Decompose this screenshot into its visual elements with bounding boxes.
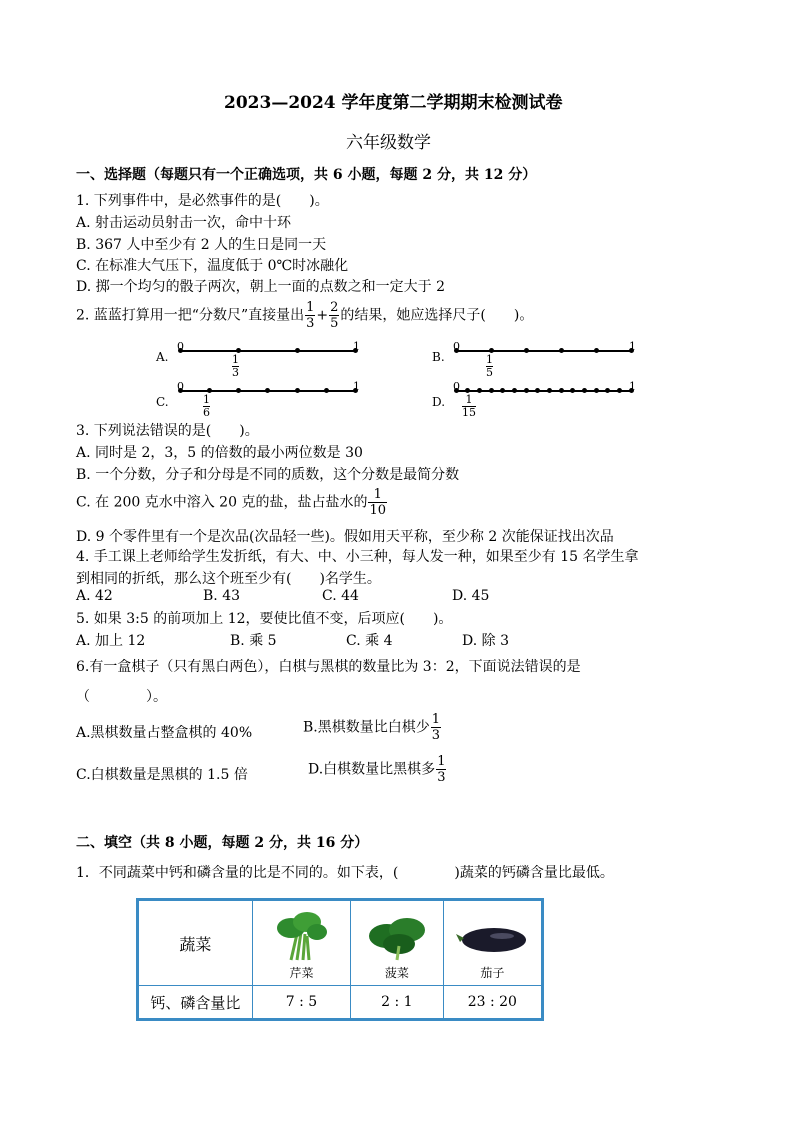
q2-stem-post: 的结果，她应选择尺子( )。 xyxy=(340,307,534,324)
vegetable-name: 菠菜 xyxy=(384,965,409,980)
section-2-heading: 二、填空（共 8 小题，每题 2 分，共 16 分） xyxy=(76,835,369,851)
q4-option-c: C. 44 xyxy=(322,588,359,604)
q4-stem-2: 到相同的折纸，那么这个班至少有( )名学生。 xyxy=(76,571,381,587)
q3-c-fraction: $\frac{1}{10}$ xyxy=(369,487,386,518)
table-row-header: 蔬菜 xyxy=(138,900,253,986)
s2-q1-stem: 1．不同蔬菜中钙和磷含量的比是不同的。如下表，( )蔬菜的钙磷含量比最低。 xyxy=(76,865,614,881)
q5-option-b: B. 乘 5 xyxy=(230,633,277,649)
q3-option-b: B. 一个分数，分子和分母是不同的质数，这个分数是最简分数 xyxy=(76,467,460,483)
q4-stem-1: 4. 手工课上老师给学生发折纸，有大、中、小三种，每人发一种，如果至少有 15 名学生拿 xyxy=(76,549,639,565)
q2-fraction-1: $\frac{1}{3}$ xyxy=(306,300,315,331)
q6-stem-1: 6.有一盒棋子（只有黑白两色），白棋与黑棋的数量比为 3：2，下面说法错误的是 xyxy=(76,659,581,675)
ratio-value: 7 : 5 xyxy=(252,986,350,1020)
q1-option-d: D. 掷一个均匀的骰子两次，朝上一面的点数之和一定大于 2 xyxy=(76,279,445,295)
q3-stem: 3. 下列说法错误的是( )。 xyxy=(76,423,259,439)
q2-fraction-2: $\frac{2}{5}$ xyxy=(330,300,339,331)
q2-stem xyxy=(76,300,533,331)
q6-option-a: A.黑棋数量占整盒棋的 40% xyxy=(76,725,253,741)
q6-option-b: B.黑棋数量比白棋少 $\frac{1}{3}$ xyxy=(303,712,441,743)
q3-option-c: C. 在 200 克水中溶入 20 克的盐，盐占盐水的 $\frac{1}{10}$ xyxy=(76,487,386,518)
q6-b-fraction: $\frac{1}{3}$ xyxy=(431,712,441,743)
ruler-d-label: D. xyxy=(432,395,446,409)
q5-stem: 5. 如果 3:5 的前项加上 12，要使比值不变，后项应( )。 xyxy=(76,611,453,627)
q3-option-a: A. 同时是 2，3，5 的倍数的最小两位数是 30 xyxy=(76,445,363,461)
vegetable-eggplant-cell xyxy=(443,900,542,986)
ruler-c: 0 1 1 6 xyxy=(177,380,360,419)
vegetable-ratio-table xyxy=(136,898,544,1021)
q4-option-d: D. 45 xyxy=(452,588,490,604)
ruler-a: 0 1 1 3 xyxy=(177,340,360,379)
plus-sign: + xyxy=(316,307,329,324)
vegetable-name: 芹菜 xyxy=(289,965,314,980)
ruler-d: 0 1 1 15 xyxy=(453,380,636,419)
eggplant-icon xyxy=(452,910,532,962)
q4-option-a: A. 42 xyxy=(76,588,113,604)
q1-option-c: C. 在标准大气压下，温度低于 0℃时冰融化 xyxy=(76,258,349,274)
q1-stem: 1. 下列事件中，是必然事件的是( )。 xyxy=(76,193,329,209)
q1-option-a: A. 射击运动员射击一次，命中十环 xyxy=(76,215,292,231)
q6-option-c: C.白棋数量是黑棋的 1.5 倍 xyxy=(76,767,248,783)
q5-option-c: C. 乘 4 xyxy=(346,633,393,649)
q5-option-d: D. 除 3 xyxy=(462,633,509,649)
vegetable-name: 茄子 xyxy=(480,965,505,980)
q5-option-a: A. 加上 12 xyxy=(76,633,146,649)
ratio-value: 2 : 1 xyxy=(351,986,444,1020)
q3-option-d: D. 9 个零件里有一个是次品(次品轻一些)。假如用天平称，至少称 2 次能保证找出次品 xyxy=(76,529,614,545)
q4-option-b: B. 43 xyxy=(203,588,241,604)
ruler-a-label: A. xyxy=(156,350,169,364)
spinach-icon xyxy=(357,910,437,962)
q2-stem-pre: 2. 蓝蓝打算用一把“分数尺”直接量出 xyxy=(76,307,305,324)
ruler-b-label: B. xyxy=(432,350,445,364)
q6-option-d: D.白棋数量比黑棋多 $\frac{1}{3}$ xyxy=(308,754,446,785)
ruler-c-label: C. xyxy=(156,395,169,409)
vegetable-celery-cell xyxy=(252,900,350,986)
celery-icon xyxy=(261,910,341,962)
vegetable-spinach-cell xyxy=(351,900,444,986)
page-subtitle: 六年级数学 xyxy=(346,133,431,153)
q1-option-b: B. 367 人中至少有 2 人的生日是同一天 xyxy=(76,237,327,253)
q6-d-fraction: $\frac{1}{3}$ xyxy=(437,754,446,785)
q6-stem-2: （ ）。 xyxy=(76,689,167,705)
ratio-header: 钙、磷含量比 xyxy=(138,986,253,1020)
ruler-b: 0 1 1 5 xyxy=(453,340,636,379)
ratio-value: 23 : 20 xyxy=(443,986,542,1020)
page-title: 2023—2024 学年度第二学期期末检测试卷 xyxy=(224,93,563,113)
section-1-heading: 一、选择题（每题只有一个正确选项，共 6 小题，每题 2 分，共 12 分） xyxy=(76,167,537,183)
